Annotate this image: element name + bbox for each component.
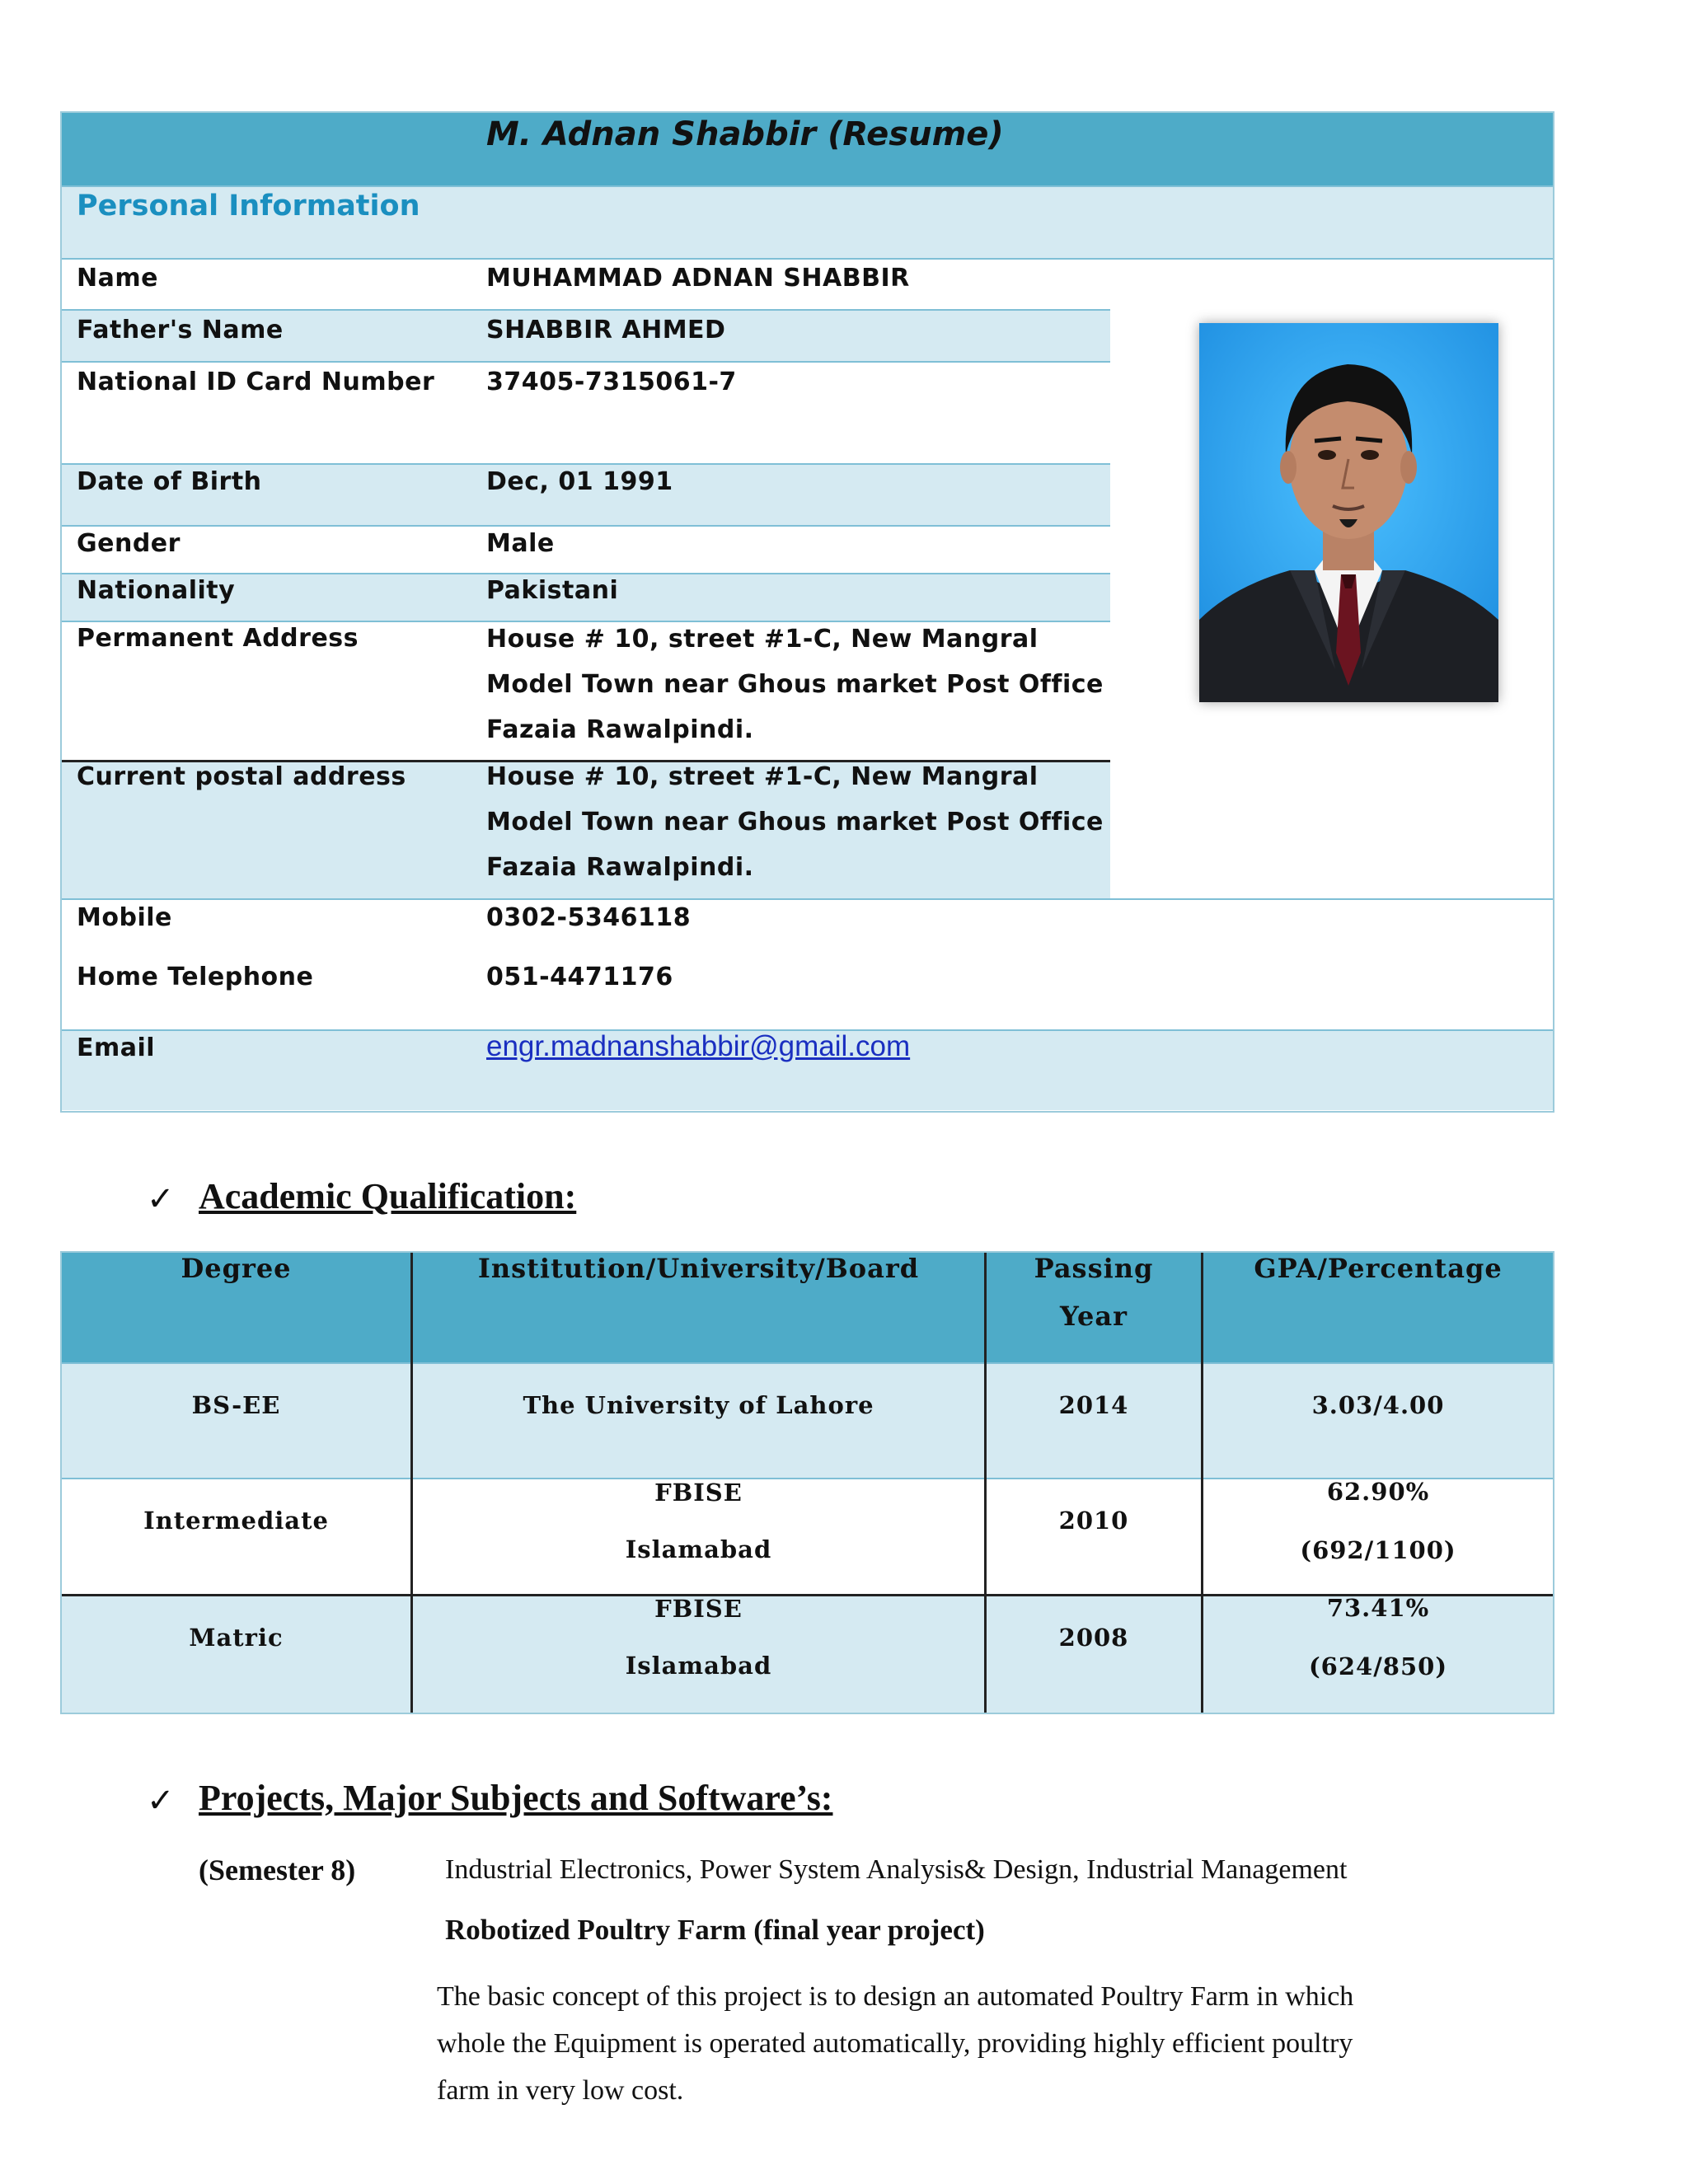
home-phone-value: 051-4471176 xyxy=(486,963,673,991)
dob-label: Date of Birth xyxy=(77,467,262,496)
description-line: The basic concept of this project is to design an automated Poultry Farm in which xyxy=(437,1981,1354,2012)
degree-cell: Matric xyxy=(189,1624,284,1652)
gpa-cell-line: (624/850) xyxy=(1308,1652,1448,1680)
nationality-value: Pakistani xyxy=(486,576,619,605)
gpa-cell-line: 62.90% xyxy=(1326,1478,1430,1506)
description-line: whole the Equipment is operated automatically, providing highly efficient poultry xyxy=(437,2028,1353,2059)
divider xyxy=(62,463,1110,465)
email-link[interactable]: engr.madnanshabbir@gmail.com xyxy=(486,1030,911,1062)
name-label: Name xyxy=(77,264,158,293)
resume-title: M. Adnan Shabbir (Resume) xyxy=(486,115,1004,153)
gender-value: Male xyxy=(486,529,555,558)
project-title: Robotized Poultry Farm (final year project) xyxy=(445,1914,985,1946)
address-line: Model Town near Ghous market Post Office xyxy=(486,670,1104,699)
degree-cell: Intermediate xyxy=(143,1507,329,1535)
checkmark-icon: ✓ xyxy=(147,1180,175,1218)
checkmark-icon: ✓ xyxy=(147,1782,175,1820)
column-header-degree: Degree xyxy=(181,1253,292,1284)
divider xyxy=(62,309,1110,311)
personal-info-heading: Personal Information xyxy=(77,190,420,223)
divider xyxy=(62,185,1553,187)
father-value: SHABBIR AHMED xyxy=(486,316,726,344)
nationality-label: Nationality xyxy=(77,576,236,605)
column-header-gpa: GPA/Percentage xyxy=(1254,1253,1503,1284)
father-label: Father's Name xyxy=(77,316,284,344)
address-line: House # 10, street #1-C, New Mangral xyxy=(486,625,1039,654)
name-value: MUHAMMAD ADNAN SHABBIR xyxy=(486,264,910,293)
year-cell: 2010 xyxy=(1058,1507,1129,1535)
address-line: Fazaia Rawalpindi. xyxy=(486,715,754,744)
institution-cell-line: Islamabad xyxy=(625,1652,772,1680)
gpa-cell-line: 73.41% xyxy=(1326,1594,1430,1622)
description-line: farm in very low cost. xyxy=(437,2075,684,2106)
divider xyxy=(62,1362,1553,1364)
institution-cell-line: FBISE xyxy=(654,1595,743,1623)
address-line: Fazaia Rawalpindi. xyxy=(486,853,754,882)
gender-label: Gender xyxy=(77,529,181,558)
institution-cell: The University of Lahore xyxy=(523,1391,874,1419)
degree-cell: BS-EE xyxy=(191,1391,281,1419)
project-description xyxy=(437,1973,1353,2114)
academic-heading: Academic Qualification: xyxy=(199,1176,577,1216)
gpa-cell: 3.03/4.00 xyxy=(1311,1391,1445,1419)
dob-value: Dec, 01 1991 xyxy=(486,467,673,496)
address-line: House # 10, street #1-C, New Mangral xyxy=(486,762,1039,791)
permanent-address-value xyxy=(486,616,1104,752)
gpa-cell-line: (692/1100) xyxy=(1300,1536,1456,1564)
divider xyxy=(62,898,1553,900)
column-header-institution: Institution/University/Board xyxy=(477,1253,920,1284)
institution-cell-line: FBISE xyxy=(654,1479,743,1507)
mobile-value: 0302-5346118 xyxy=(486,903,692,932)
permanent-address-label: Permanent Address xyxy=(77,624,359,653)
profile-photo xyxy=(1199,323,1498,702)
divider xyxy=(62,573,1110,574)
divider xyxy=(62,361,1110,363)
year-cell: 2014 xyxy=(1058,1391,1129,1419)
mobile-label: Mobile xyxy=(77,903,172,932)
semester-label: (Semester 8) xyxy=(199,1854,356,1886)
divider xyxy=(62,525,1110,527)
current-address-label: Current postal address xyxy=(77,762,406,791)
current-address-value xyxy=(486,754,1104,890)
cnic-value: 37405-7315061-7 xyxy=(486,368,737,396)
subjects-text: Industrial Electronics, Power System Analysis& Design, Industrial Management xyxy=(445,1854,1348,1885)
address-line: Model Town near Ghous market Post Office xyxy=(486,808,1104,837)
projects-heading: Projects, Major Subjects and Software’s: xyxy=(199,1778,833,1818)
email-label: Email xyxy=(77,1033,156,1062)
portrait-image xyxy=(1199,323,1498,702)
column-header-year: Year xyxy=(1059,1301,1128,1332)
year-cell: 2008 xyxy=(1058,1624,1129,1652)
divider xyxy=(62,258,1553,260)
institution-cell-line: Islamabad xyxy=(625,1535,772,1563)
home-phone-label: Home Telephone xyxy=(77,963,314,991)
column-header-passing: Passing xyxy=(1034,1253,1154,1284)
cnic-label: National ID Card Number xyxy=(77,368,435,396)
